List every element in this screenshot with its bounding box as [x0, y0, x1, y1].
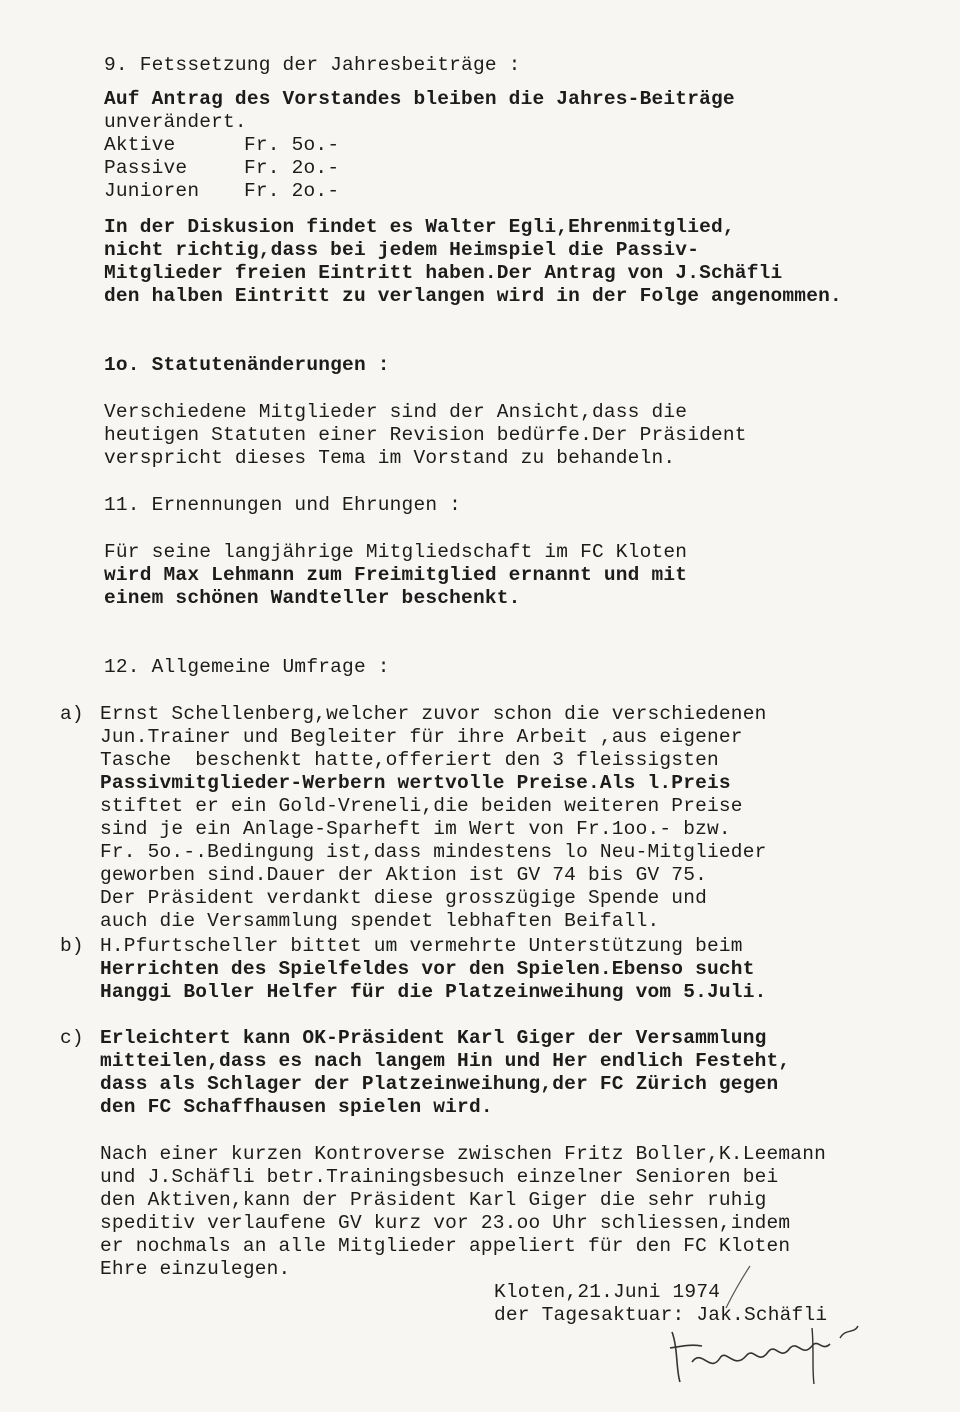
section-9-heading: 9. Fetssetzung der Jahresbeiträge :: [104, 54, 521, 76]
item-c-line: Erleichtert kann OK-Präsident Karl Giger der Versammlung: [100, 1027, 767, 1049]
item-c-line: den FC Schaffhausen spielen wird.: [100, 1096, 493, 1118]
fee-amount: Fr. 2o.-: [244, 180, 340, 202]
item-a-line: Tasche beschenkt hatte,offeriert den 3 fleissigsten: [100, 749, 719, 771]
item-a-line: sind je ein Anlage-Sparheft im Wert von Fr.1oo.- bzw.: [100, 818, 731, 840]
fee-amount: Fr. 2o.-: [244, 157, 340, 179]
fee-category: Aktive: [104, 134, 176, 156]
section-10-line: heutigen Statuten einer Revision bedürfe.Der Präsident: [104, 424, 747, 446]
fee-category: Junioren: [104, 180, 200, 202]
item-b-line: H.Pfurtscheller bittet um vermehrte Unterstützung beim: [100, 935, 743, 957]
item-a-line: Ernst Schellenberg,welcher zuvor schon die verschiedenen: [100, 703, 767, 725]
item-c-line: dass als Schlager der Platzeinweihung,der FC Zürich gegen: [100, 1073, 779, 1095]
fee-amount: Fr. 5o.-: [244, 134, 340, 156]
closing-line: speditiv verlaufene GV kurz vor 23.oo Uhr schliessen,indem: [100, 1212, 791, 1234]
section-9-intro-line: Auf Antrag des Vorstandes bleiben die Jahres-Beiträge: [104, 88, 735, 110]
section-11-line: Für seine langjährige Mitgliedschaft im FC Kloten: [104, 541, 688, 563]
discussion-line: den halben Eintritt zu verlangen wird in der Folge angenommen.: [104, 285, 842, 307]
item-label: c): [60, 1027, 84, 1049]
pen-stroke-mark: [690, 1262, 760, 1312]
fee-category: Passive: [104, 157, 188, 179]
item-b-line: Herrichten des Spielfeldes vor den Spielen.Ebenso sucht: [100, 958, 755, 980]
section-10-line: Verschiedene Mitglieder sind der Ansicht,dass die: [104, 401, 688, 423]
item-a-line: stiftet er ein Gold-Vreneli,die beiden weiteren Preise: [100, 795, 743, 817]
discussion-line: nicht richtig,dass bei jedem Heimspiel die Passiv-: [104, 239, 700, 261]
item-label: b): [60, 935, 84, 957]
item-a-line: geworben sind.Dauer der Aktion ist GV 74 bis GV 75.: [100, 864, 707, 886]
author-line: der Tagesaktuar: Jak.Schäfli: [494, 1304, 828, 1326]
discussion-line: In der Diskusion findet es Walter Egli,Ehrenmitglied,: [104, 216, 735, 238]
section-10-heading: 1o. Statutenänderungen :: [104, 354, 390, 376]
item-a-line: Jun.Trainer und Begleiter für ihre Arbeit ,aus eigener: [100, 726, 743, 748]
section-9-intro-line: unverändert.: [104, 111, 247, 133]
closing-line: den Aktiven,kann der Präsident Karl Giger die sehr ruhig: [100, 1189, 767, 1211]
item-b-line: Hanggi Boller Helfer für die Platzeinweihung vom 5.Juli.: [100, 981, 767, 1003]
item-a-line: auch die Versammlung spendet lebhaften Beifall.: [100, 910, 660, 932]
item-label: a): [60, 703, 84, 725]
item-c-line: mitteilen,dass es nach langem Hin und Her endlich Festeht,: [100, 1050, 791, 1072]
closing-line: und J.Schäfli betr.Trainingsbesuch einzelner Senioren bei: [100, 1166, 779, 1188]
section-11-line: einem schönen Wandteller beschenkt.: [104, 587, 521, 609]
item-a-line: Der Präsident verdankt diese grosszügige Spende und: [100, 887, 707, 909]
section-10-line: verspricht dieses Tema im Vorstand zu behandeln.: [104, 447, 676, 469]
item-a-line: Fr. 5o.-.Bedingung ist,dass mindestens lo Neu-Mitglieder: [100, 841, 767, 863]
section-11-heading: 11. Ernennungen und Ehrungen :: [104, 494, 462, 516]
section-11-line: wird Max Lehmann zum Freimitglied ernannt und mit: [104, 564, 688, 586]
closing-line: er nochmals an alle Mitglieder appeliert für den FC Kloten: [100, 1235, 791, 1257]
item-a-line: Passivmitglieder-Werbern wertvolle Preise.Als l.Preis: [100, 772, 731, 794]
place-date: Kloten,21.Juni 1974: [494, 1281, 721, 1303]
discussion-line: Mitglieder freien Eintritt haben.Der Antrag von J.Schäfli: [104, 262, 783, 284]
closing-line: Ehre einzulegen.: [100, 1258, 291, 1280]
closing-line: Nach einer kurzen Kontroverse zwischen Fritz Boller,K.Leemann: [100, 1143, 827, 1165]
handwritten-signature: [662, 1318, 872, 1388]
section-12-heading: 12. Allgemeine Umfrage :: [104, 656, 390, 678]
